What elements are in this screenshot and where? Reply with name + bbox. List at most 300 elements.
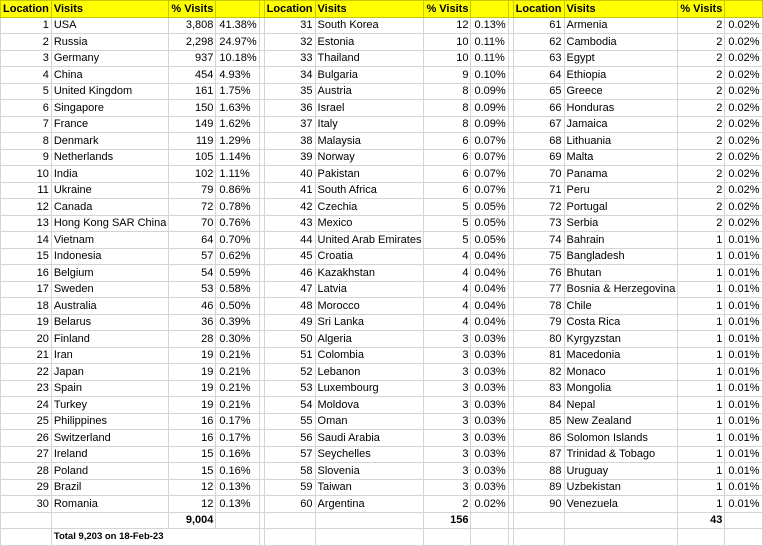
location-name-cell[interactable]: Spain [51,380,169,397]
location-name-cell[interactable]: Belgium [51,265,169,282]
location-name-cell[interactable]: Norway [315,149,424,166]
pct-visits-cell[interactable]: 0.21% [216,380,259,397]
pct-visits-cell[interactable]: 0.05% [471,215,508,232]
empty-header-cell[interactable] [216,1,259,18]
visits-cell[interactable]: 6 [424,149,471,166]
location-name-cell[interactable]: Bulgaria [315,67,424,84]
location-name-cell[interactable]: Sri Lanka [315,314,424,331]
rank-cell[interactable]: 56 [264,430,315,447]
rank-cell[interactable]: 37 [264,116,315,133]
pct-visits-cell[interactable]: 0.01% [725,281,762,298]
visits-cell[interactable]: 6 [424,166,471,183]
rank-cell[interactable]: 32 [264,34,315,51]
rank-cell[interactable]: 26 [1,430,52,447]
rank-cell[interactable]: 35 [264,83,315,100]
visits-cell[interactable]: 1 [678,413,725,430]
location-name-cell[interactable]: Seychelles [315,446,424,463]
visits-cell[interactable]: 28 [169,331,216,348]
location-name-cell[interactable]: Pakistan [315,166,424,183]
location-name-cell[interactable]: Ireland [51,446,169,463]
location-name-cell[interactable]: China [51,67,169,84]
location-name-cell[interactable]: New Zealand [564,413,678,430]
location-name-cell[interactable]: France [51,116,169,133]
visits-cell[interactable]: 8 [424,83,471,100]
empty-cell[interactable] [513,512,564,529]
visits-cell[interactable]: 16 [169,430,216,447]
location-name-cell[interactable]: Kazakhstan [315,265,424,282]
pct-visits-cell[interactable]: 1.62% [216,116,259,133]
pct-visits-cell[interactable]: 0.01% [725,265,762,282]
pct-visits-cell[interactable]: 0.01% [725,496,762,513]
rank-cell[interactable]: 77 [513,281,564,298]
location-name-cell[interactable]: Moldova [315,397,424,414]
pct-visits-cell[interactable]: 0.01% [725,331,762,348]
pct-visits-cell[interactable]: 0.02% [725,133,762,150]
visits-cell[interactable]: 2 [678,116,725,133]
rank-cell[interactable]: 21 [1,347,52,364]
pct-visits-cell[interactable]: 24.97% [216,34,259,51]
pct-visits-cell[interactable]: 0.09% [471,83,508,100]
visits-cell[interactable]: 3,808 [169,17,216,34]
location-name-cell[interactable]: Algeria [315,331,424,348]
location-name-cell[interactable]: Serbia [564,215,678,232]
rank-cell[interactable]: 53 [264,380,315,397]
location-name-cell[interactable]: United Arab Emirates [315,232,424,249]
pct-visits-cell[interactable]: 0.04% [471,281,508,298]
location-header[interactable]: Location [1,1,52,18]
pct-visits-cell[interactable]: 0.02% [725,34,762,51]
location-name-cell[interactable]: Monaco [564,364,678,381]
pct-visits-cell[interactable]: 0.01% [725,232,762,249]
pct-visits-cell[interactable]: 0.02% [725,50,762,67]
location-name-cell[interactable]: Australia [51,298,169,315]
location-name-cell[interactable]: Iran [51,347,169,364]
visits-header[interactable]: Visits [315,1,424,18]
pct-visits-cell[interactable]: 0.03% [471,463,508,480]
location-name-cell[interactable]: Morocco [315,298,424,315]
rank-cell[interactable]: 31 [264,17,315,34]
rank-cell[interactable]: 30 [1,496,52,513]
pct-visits-cell[interactable]: 0.09% [471,116,508,133]
visits-cell[interactable]: 3 [424,347,471,364]
visits-cell[interactable]: 3 [424,463,471,480]
rank-cell[interactable]: 73 [513,215,564,232]
location-name-cell[interactable]: Mongolia [564,380,678,397]
pct-visits-cell[interactable]: 0.03% [471,380,508,397]
visits-cell[interactable]: 15 [169,446,216,463]
location-name-cell[interactable]: Vietnam [51,232,169,249]
rank-cell[interactable]: 83 [513,380,564,397]
location-name-cell[interactable]: Greece [564,83,678,100]
pct-visits-cell[interactable]: 4.93% [216,67,259,84]
visits-cell[interactable]: 3 [424,479,471,496]
location-name-cell[interactable]: Venezuela [564,496,678,513]
rank-cell[interactable]: 3 [1,50,52,67]
location-name-cell[interactable]: Saudi Arabia [315,430,424,447]
pct-visits-header[interactable]: % Visits [169,1,216,18]
pct-visits-cell[interactable]: 0.70% [216,232,259,249]
rank-cell[interactable]: 81 [513,347,564,364]
pct-visits-cell[interactable]: 0.01% [725,380,762,397]
visits-cell[interactable]: 12 [169,479,216,496]
pct-visits-cell[interactable]: 0.76% [216,215,259,232]
rank-cell[interactable]: 71 [513,182,564,199]
visits-cell[interactable]: 8 [424,100,471,117]
visits-cell[interactable]: 4 [424,265,471,282]
empty-cell[interactable] [1,512,52,529]
location-name-cell[interactable]: Kyrgyzstan [564,331,678,348]
location-name-cell[interactable]: Turkey [51,397,169,414]
pct-visits-cell[interactable]: 0.21% [216,347,259,364]
pct-visits-cell[interactable]: 0.59% [216,265,259,282]
visits-cell[interactable]: 19 [169,364,216,381]
visits-cell[interactable]: 9 [424,67,471,84]
rank-cell[interactable]: 89 [513,479,564,496]
location-name-cell[interactable]: Macedonia [564,347,678,364]
location-name-cell[interactable]: Canada [51,199,169,216]
visits-cell[interactable]: 2 [678,17,725,34]
visits-cell[interactable]: 79 [169,182,216,199]
location-name-cell[interactable]: Croatia [315,248,424,265]
pct-visits-cell[interactable]: 0.03% [471,446,508,463]
pct-visits-cell[interactable]: 0.01% [725,479,762,496]
location-name-cell[interactable]: Netherlands [51,149,169,166]
empty-header-cell[interactable] [725,1,762,18]
visits-cell[interactable]: 1 [678,281,725,298]
location-name-cell[interactable]: South Korea [315,17,424,34]
visits-cell[interactable]: 15 [169,463,216,480]
pct-visits-cell[interactable]: 0.01% [725,314,762,331]
pct-visits-cell[interactable]: 0.03% [471,430,508,447]
visits-cell[interactable]: 1 [678,331,725,348]
location-name-cell[interactable]: Uruguay [564,463,678,480]
location-name-cell[interactable]: Estonia [315,34,424,51]
location-name-cell[interactable]: Switzerland [51,430,169,447]
visits-cell[interactable]: 454 [169,67,216,84]
pct-visits-cell[interactable]: 0.05% [471,199,508,216]
rank-cell[interactable]: 62 [513,34,564,51]
rank-cell[interactable]: 54 [264,397,315,414]
pct-visits-cell[interactable]: 0.17% [216,413,259,430]
pct-visits-cell[interactable]: 0.05% [471,232,508,249]
visits-cell[interactable]: 19 [169,397,216,414]
rank-cell[interactable]: 86 [513,430,564,447]
rank-cell[interactable]: 13 [1,215,52,232]
pct-visits-cell[interactable]: 0.03% [471,413,508,430]
visits-cell[interactable]: 19 [169,380,216,397]
location-header[interactable]: Location [513,1,564,18]
location-name-cell[interactable]: Jamaica [564,116,678,133]
rank-cell[interactable]: 7 [1,116,52,133]
location-name-cell[interactable]: Portugal [564,199,678,216]
visits-cell[interactable]: 119 [169,133,216,150]
pct-visits-cell[interactable]: 0.01% [725,347,762,364]
visits-total-cell[interactable]: 156 [424,512,471,529]
pct-visits-cell[interactable]: 0.03% [471,331,508,348]
location-name-cell[interactable]: Cambodia [564,34,678,51]
visits-cell[interactable]: 1 [678,446,725,463]
pct-visits-cell[interactable]: 0.02% [725,100,762,117]
empty-cell[interactable] [216,512,259,529]
rank-cell[interactable]: 19 [1,314,52,331]
pct-visits-cell[interactable]: 0.01% [725,397,762,414]
location-name-cell[interactable]: Costa Rica [564,314,678,331]
pct-visits-cell[interactable]: 0.02% [471,496,508,513]
location-name-cell[interactable]: Philippines [51,413,169,430]
rank-cell[interactable]: 52 [264,364,315,381]
location-name-cell[interactable]: Egypt [564,50,678,67]
location-name-cell[interactable]: Bhutan [564,265,678,282]
location-name-cell[interactable]: Lebanon [315,364,424,381]
pct-visits-cell[interactable]: 0.07% [471,133,508,150]
visits-cell[interactable]: 2 [678,50,725,67]
visits-cell[interactable]: 70 [169,215,216,232]
empty-cell[interactable] [564,529,678,546]
visits-cell[interactable]: 1 [678,364,725,381]
pct-visits-cell[interactable]: 0.01% [725,413,762,430]
location-name-cell[interactable]: Poland [51,463,169,480]
rank-cell[interactable]: 69 [513,149,564,166]
rank-cell[interactable]: 34 [264,67,315,84]
rank-cell[interactable]: 38 [264,133,315,150]
visits-cell[interactable]: 3 [424,331,471,348]
empty-cell[interactable] [315,512,424,529]
total-visits-note[interactable]: Total 9,203 on 18-Feb-23 [51,529,259,546]
visits-cell[interactable]: 3 [424,380,471,397]
location-name-cell[interactable]: Latvia [315,281,424,298]
rank-cell[interactable]: 72 [513,199,564,216]
rank-cell[interactable]: 11 [1,182,52,199]
pct-visits-cell[interactable]: 0.07% [471,182,508,199]
rank-cell[interactable]: 42 [264,199,315,216]
rank-cell[interactable]: 18 [1,298,52,315]
visits-cell[interactable]: 1 [678,380,725,397]
visits-cell[interactable]: 1 [678,265,725,282]
location-name-cell[interactable]: Czechia [315,199,424,216]
rank-cell[interactable]: 74 [513,232,564,249]
rank-cell[interactable]: 51 [264,347,315,364]
empty-cell[interactable] [424,529,471,546]
visits-cell[interactable]: 54 [169,265,216,282]
pct-visits-cell[interactable]: 1.11% [216,166,259,183]
location-name-cell[interactable]: Luxembourg [315,380,424,397]
pct-visits-cell[interactable]: 0.01% [725,248,762,265]
pct-visits-cell[interactable]: 0.13% [216,496,259,513]
rank-cell[interactable]: 49 [264,314,315,331]
location-name-cell[interactable]: Uzbekistan [564,479,678,496]
pct-visits-cell[interactable]: 0.03% [471,364,508,381]
pct-visits-cell[interactable]: 0.13% [216,479,259,496]
visits-cell[interactable]: 36 [169,314,216,331]
rank-cell[interactable]: 41 [264,182,315,199]
location-name-cell[interactable]: Peru [564,182,678,199]
pct-visits-cell[interactable]: 0.58% [216,281,259,298]
visits-cell[interactable]: 3 [424,446,471,463]
location-name-cell[interactable]: Bosnia & Herzegovina [564,281,678,298]
visits-cell[interactable]: 2 [678,166,725,183]
visits-cell[interactable]: 12 [169,496,216,513]
location-name-cell[interactable]: Austria [315,83,424,100]
pct-visits-cell[interactable]: 0.01% [725,463,762,480]
rank-cell[interactable]: 58 [264,463,315,480]
empty-cell[interactable] [315,529,424,546]
empty-cell[interactable] [471,512,508,529]
pct-visits-cell[interactable]: 0.01% [725,364,762,381]
pct-visits-cell[interactable]: 0.07% [471,149,508,166]
pct-visits-cell[interactable]: 41.38% [216,17,259,34]
location-name-cell[interactable]: Armenia [564,17,678,34]
pct-visits-cell[interactable]: 1.14% [216,149,259,166]
pct-visits-cell[interactable]: 0.62% [216,248,259,265]
location-name-cell[interactable]: India [51,166,169,183]
rank-cell[interactable]: 5 [1,83,52,100]
visits-cell[interactable]: 2 [678,149,725,166]
location-name-cell[interactable]: Bahrain [564,232,678,249]
rank-cell[interactable]: 55 [264,413,315,430]
location-name-cell[interactable]: Ukraine [51,182,169,199]
visits-cell[interactable]: 4 [424,314,471,331]
visits-cell[interactable]: 57 [169,248,216,265]
visits-cell[interactable]: 6 [424,133,471,150]
pct-visits-cell[interactable]: 0.10% [471,67,508,84]
visits-header[interactable]: Visits [51,1,169,18]
rank-cell[interactable]: 65 [513,83,564,100]
location-name-cell[interactable]: Germany [51,50,169,67]
rank-cell[interactable]: 14 [1,232,52,249]
pct-visits-cell[interactable]: 0.01% [725,446,762,463]
visits-cell[interactable]: 1 [678,298,725,315]
location-name-cell[interactable]: Colombia [315,347,424,364]
location-name-cell[interactable]: Finland [51,331,169,348]
rank-cell[interactable]: 27 [1,446,52,463]
rank-cell[interactable]: 39 [264,149,315,166]
visits-cell[interactable]: 5 [424,199,471,216]
rank-cell[interactable]: 12 [1,199,52,216]
rank-cell[interactable]: 29 [1,479,52,496]
rank-cell[interactable]: 48 [264,298,315,315]
location-header[interactable]: Location [264,1,315,18]
rank-cell[interactable]: 64 [513,67,564,84]
location-name-cell[interactable]: Nepal [564,397,678,414]
rank-cell[interactable]: 79 [513,314,564,331]
visits-cell[interactable]: 3 [424,397,471,414]
pct-visits-cell[interactable]: 0.11% [471,50,508,67]
visits-cell[interactable]: 1 [678,463,725,480]
location-name-cell[interactable]: Brazil [51,479,169,496]
visits-cell[interactable]: 3 [424,364,471,381]
visits-cell[interactable]: 2,298 [169,34,216,51]
pct-visits-cell[interactable]: 0.21% [216,397,259,414]
location-name-cell[interactable]: Solomon Islands [564,430,678,447]
pct-visits-cell[interactable]: 0.02% [725,149,762,166]
visits-cell[interactable]: 12 [424,17,471,34]
pct-visits-cell[interactable]: 0.02% [725,17,762,34]
rank-cell[interactable]: 40 [264,166,315,183]
location-name-cell[interactable]: Bangladesh [564,248,678,265]
empty-cell[interactable] [564,512,678,529]
pct-visits-cell[interactable]: 0.78% [216,199,259,216]
visits-cell[interactable]: 1 [678,496,725,513]
pct-visits-cell[interactable]: 0.13% [471,17,508,34]
visits-cell[interactable]: 161 [169,83,216,100]
location-name-cell[interactable]: Panama [564,166,678,183]
pct-visits-cell[interactable]: 0.03% [471,347,508,364]
location-name-cell[interactable]: Honduras [564,100,678,117]
visits-cell[interactable]: 1 [678,248,725,265]
pct-visits-cell[interactable]: 0.02% [725,199,762,216]
visits-cell[interactable]: 16 [169,413,216,430]
location-name-cell[interactable]: Sweden [51,281,169,298]
rank-cell[interactable]: 28 [1,463,52,480]
visits-cell[interactable]: 150 [169,100,216,117]
rank-cell[interactable]: 43 [264,215,315,232]
rank-cell[interactable]: 22 [1,364,52,381]
location-name-cell[interactable]: Singapore [51,100,169,117]
pct-visits-cell[interactable]: 10.18% [216,50,259,67]
rank-cell[interactable]: 90 [513,496,564,513]
rank-cell[interactable]: 15 [1,248,52,265]
visits-cell[interactable]: 5 [424,232,471,249]
rank-cell[interactable]: 60 [264,496,315,513]
pct-visits-cell[interactable]: 0.01% [725,430,762,447]
pct-visits-cell[interactable]: 0.50% [216,298,259,315]
location-name-cell[interactable]: Chile [564,298,678,315]
visits-cell[interactable]: 105 [169,149,216,166]
rank-cell[interactable]: 17 [1,281,52,298]
rank-cell[interactable]: 80 [513,331,564,348]
location-name-cell[interactable]: United Kingdom [51,83,169,100]
pct-visits-cell[interactable]: 0.07% [471,166,508,183]
pct-visits-cell[interactable]: 0.04% [471,314,508,331]
empty-header-cell[interactable] [471,1,508,18]
rank-cell[interactable]: 16 [1,265,52,282]
rank-cell[interactable]: 50 [264,331,315,348]
rank-cell[interactable]: 68 [513,133,564,150]
empty-cell[interactable] [264,529,315,546]
visits-cell[interactable]: 64 [169,232,216,249]
location-name-cell[interactable]: Belarus [51,314,169,331]
rank-cell[interactable]: 24 [1,397,52,414]
visits-cell[interactable]: 937 [169,50,216,67]
pct-visits-cell[interactable]: 0.04% [471,298,508,315]
pct-visits-cell[interactable]: 0.01% [725,298,762,315]
rank-cell[interactable]: 25 [1,413,52,430]
empty-cell[interactable] [678,529,725,546]
rank-cell[interactable]: 45 [264,248,315,265]
rank-cell[interactable]: 57 [264,446,315,463]
empty-cell[interactable] [51,512,169,529]
visits-cell[interactable]: 4 [424,248,471,265]
pct-visits-cell[interactable]: 1.29% [216,133,259,150]
pct-visits-cell[interactable]: 0.39% [216,314,259,331]
visits-cell[interactable]: 1 [678,430,725,447]
visits-cell[interactable]: 1 [678,232,725,249]
rank-cell[interactable]: 88 [513,463,564,480]
visits-cell[interactable]: 3 [424,430,471,447]
rank-cell[interactable]: 4 [1,67,52,84]
pct-visits-cell[interactable]: 0.17% [216,430,259,447]
visits-cell[interactable]: 72 [169,199,216,216]
rank-cell[interactable]: 87 [513,446,564,463]
visits-cell[interactable]: 53 [169,281,216,298]
rank-cell[interactable]: 82 [513,364,564,381]
location-name-cell[interactable]: Denmark [51,133,169,150]
location-name-cell[interactable]: Lithuania [564,133,678,150]
rank-cell[interactable]: 78 [513,298,564,315]
rank-cell[interactable]: 67 [513,116,564,133]
pct-visits-header[interactable]: % Visits [678,1,725,18]
visits-cell[interactable]: 1 [678,314,725,331]
